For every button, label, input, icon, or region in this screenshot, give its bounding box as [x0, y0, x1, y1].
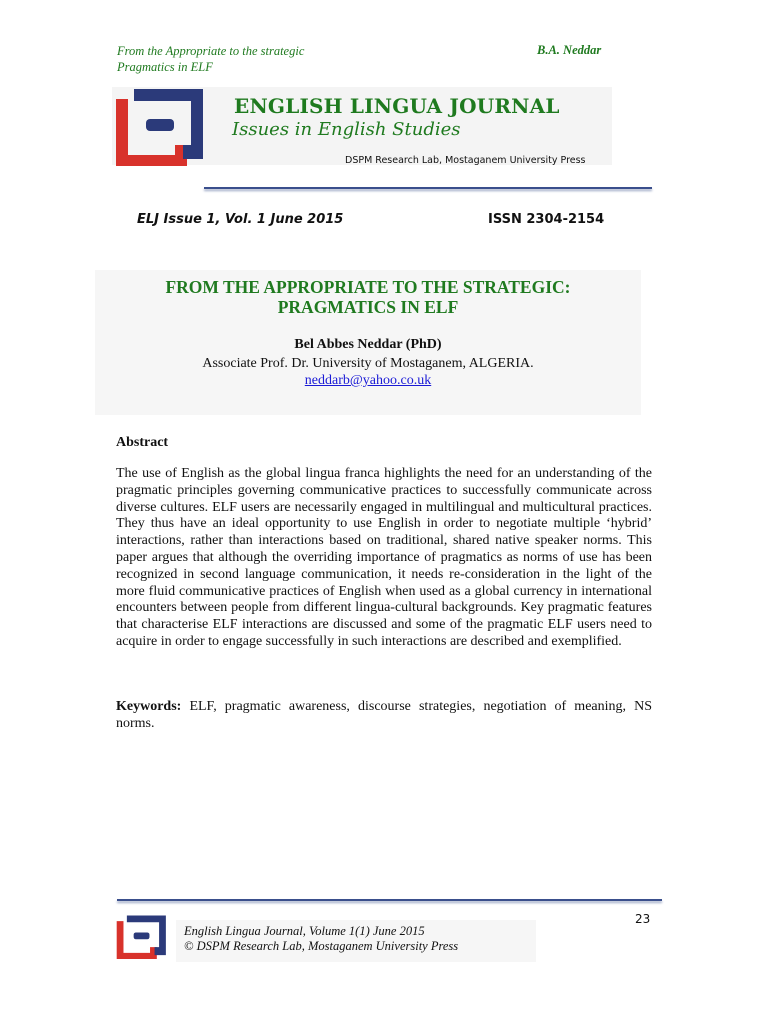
author-name: Bel Abbes Neddar (PhD)	[294, 337, 442, 352]
paper-title	[95, 277, 641, 317]
running-header-title	[117, 43, 304, 75]
footer-copyright-line: © DSPM Research Lab, Mostaganem University Press	[184, 939, 459, 953]
paper-title-line2: PRAGMATICS IN ELF	[277, 297, 459, 317]
paper-title-line1: FROM THE APPROPRIATE TO THE STRATEGIC:	[165, 277, 571, 297]
footer-journal-line: English Lingua Journal, Volume 1(1) June 2015	[184, 924, 425, 938]
issn: ISSN 2304-2154	[488, 212, 605, 227]
keywords	[116, 698, 652, 732]
keywords-list: ELF, pragmatic awareness, discourse strategies, negotiation of meaning, NS norms.	[116, 699, 653, 731]
author-affiliation: Associate Prof. Dr. University of Mostaganem, ALGERIA.	[202, 356, 534, 371]
author-email-link[interactable]: neddarb@yahoo.co.uk	[304, 373, 432, 388]
keywords-label: Keywords:	[116, 699, 182, 714]
journal-name: ENGLISH LINGUA JOURNAL	[234, 94, 560, 118]
journal-logo-icon	[113, 87, 205, 167]
title-block	[95, 270, 641, 415]
issue-info: ELJ Issue 1, Vol. 1 June 2015	[137, 212, 344, 227]
abstract-heading: Abstract	[116, 435, 169, 450]
running-header-author: B.A. Neddar	[537, 43, 602, 57]
page-number: 23	[635, 912, 651, 926]
running-header-line1: From the Appropriate to the strategic	[117, 44, 305, 58]
press-line: DSPM Research Lab, Mostaganem University Press	[345, 155, 586, 166]
footer-rule	[117, 899, 662, 901]
abstract-body: The use of English as the global lingua franca highlights the need for an understanding of the pragmatic principles governing communicative practices to successfully communicate across diverse cultures. ELF users are necessarily engaged in multilingual and multicultural practices. They thus have an ideal opportunity to use English in order to negotiate multiple ‘hybrid’ interactions, rather than interactions based on traditional, shared native speaker norms. This paper argues that although the overriding importance of pragmatics as norms of use has been recognized in second language communication, it needs re-consideration in the light of the more fluid communicative practices of English when used as a global currency in international encounters between people from different lingua-cultural backgrounds. Key pragmatic features that characterise ELF interactions are discussed and some of the pragmatic ELF users need to acquire in order to engage successfully in such interactions are described and exemplified.	[116, 466, 652, 649]
running-header-line2: Pragmatics in ELF	[117, 60, 213, 74]
footer-logo-icon	[115, 910, 167, 964]
journal-subtitle: Issues in English Studies	[232, 119, 461, 140]
masthead-rule	[204, 187, 652, 189]
